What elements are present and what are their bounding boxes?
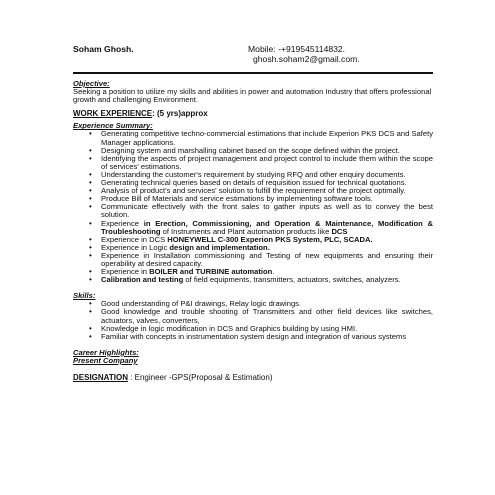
- experience-item: [73, 276, 433, 284]
- experience-item-bold-text: design and implementation.: [169, 242, 270, 252]
- experience-item-bold-text: HONEYWELL C-300 Experion PKS System, PLC, SCADA.: [167, 234, 373, 244]
- present-company-heading: Present Company: [73, 355, 138, 365]
- experience-item: [73, 130, 433, 146]
- experience-item: [73, 155, 433, 171]
- experience-item-text: Generating competitive techno-commercial estimations that include Experion PKS DCS and Safety Manager applications.: [101, 129, 433, 147]
- experience-item-bold-text: BOILER and TURBINE automation: [149, 267, 273, 277]
- skill-item: • Good knowledge and trouble shooting of Transmitters and other field devices like switches, actuators, valves, converters,: [73, 308, 433, 324]
- mobile-number: Mobile: -+919545114832.: [248, 44, 346, 54]
- skill-item: • Good understanding of P&I drawings, Relay logic drawings.: [73, 300, 433, 308]
- experience-item-text: of field equipments, transmitters, actuators, switches, analyzers.: [183, 275, 401, 285]
- email-address: ghosh.soham2@gmail.com.: [253, 53, 360, 64]
- contact-block: [248, 45, 360, 64]
- candidate-name: Soham Ghosh.: [73, 44, 134, 54]
- experience-item-text: Experience in DCS: [101, 234, 168, 244]
- experience-item-text: Designing system and marshalling cabinet based on the scope defined within the project.: [101, 145, 400, 155]
- experience-item: [73, 252, 433, 268]
- experience-item-text: of Instruments and Plant automation products like: [160, 226, 332, 236]
- work-experience-duration: : (5 yrs)approx: [152, 109, 208, 119]
- skills-list: [73, 300, 433, 340]
- resume-header: [73, 44, 433, 72]
- experience-item-text: Identifying the aspects of project management and project control to include them within the scope of services' estimations.: [101, 153, 433, 171]
- designation-value: : Engineer -GPS(Proposal & Estimation): [130, 373, 273, 382]
- resume-body: [73, 80, 433, 382]
- header-divider: [73, 72, 433, 74]
- objective-text: Seeking a position to utilize my skills and abilities in power and automation Industry that offers professional growth and challenging Environment.: [73, 87, 432, 105]
- designation-label: DESIGNATION: [73, 373, 128, 382]
- experience-item-text: Analysis of product's and services' solution to fulfill the requirement of the project optimally.: [101, 186, 406, 196]
- experience-summary-heading: Experience Summary:: [73, 121, 153, 131]
- experience-item: [73, 203, 433, 219]
- skill-item: • Familiar with concepts in instrumentation system design and integration of various systems: [73, 333, 433, 341]
- objective-heading: Objective:: [73, 79, 110, 88]
- experience-item-text: Produce Bill of Materials and service estimations by implementing software tools.: [101, 194, 373, 204]
- experience-item: [73, 220, 433, 236]
- experience-item-text: Understanding the customer's requirement by studying RFQ and other enquiry documents.: [101, 169, 406, 179]
- work-experience-heading: [73, 110, 433, 118]
- experience-item-bold-text: Calibration and testing: [101, 275, 184, 285]
- work-experience-label: WORK EXPERIENCE: [73, 109, 153, 119]
- skill-item: • Knowledge in logic modification in DCS and Graphics building by using HMI.: [73, 325, 433, 333]
- experience-summary-list: [73, 130, 433, 284]
- career-highlights-heading: Career Highlights:: [73, 347, 139, 357]
- experience-item-text: Generating technical queries based on details of requisition issued for technical quotations.: [101, 178, 407, 188]
- experience-item-text: Communicate effectively with the front sales to gather inputs as well as to convey the best solution.: [101, 202, 433, 220]
- experience-item-text: Experience in: [101, 267, 150, 277]
- experience-item-text: Experience: [101, 218, 144, 228]
- skills-heading: Skills:: [73, 291, 96, 301]
- experience-item-text: Experience in Installation commissioning and Testing of new equipments and ensuring their operability at desired capacity.: [101, 250, 433, 268]
- experience-item-bold-text: in Erection, Commissioning, and Operation & Maintenance, Modification & Troubleshooting: [101, 218, 433, 236]
- experience-item-text: .: [272, 267, 275, 277]
- experience-item-bold-text: DCS: [331, 226, 348, 236]
- designation-line: [73, 374, 433, 382]
- experience-item-text: Experience in Logic: [101, 242, 170, 252]
